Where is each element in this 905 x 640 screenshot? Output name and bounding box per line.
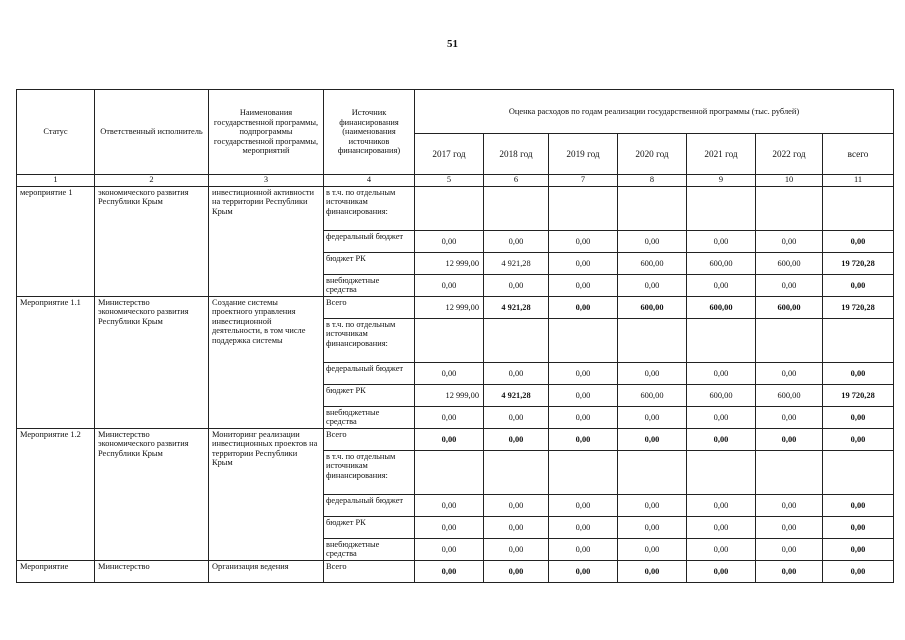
row-source: бюджет РК [324,253,415,275]
row-year-value: 0,00 [618,407,687,429]
row-year-value: 600,00 [687,385,756,407]
row-source: Всего [324,561,415,583]
row-year-value [687,187,756,231]
row-executor: Министерство [95,561,209,583]
row-year-value: 4 921,28 [484,385,549,407]
row-year-value: 0,00 [756,539,823,561]
column-number: 10 [756,175,823,187]
row-total-value: 0,00 [823,495,894,517]
row-year-value: 600,00 [618,297,687,319]
row-year-value: 0,00 [484,231,549,253]
row-year-value: 0,00 [756,495,823,517]
table-row [17,297,894,319]
row-year-value: 0,00 [549,429,618,451]
header-name: Наименования государственной программы, подпрограммы государственной программы, мероприятий [209,90,324,175]
row-year-value: 0,00 [549,407,618,429]
row-year-value [549,319,618,363]
row-year-value: 0,00 [687,561,756,583]
row-executor: Министерство экономического развития Республики Крым [95,429,209,561]
row-year-value: 12 999,00 [415,297,484,319]
row-source: в т.ч. по отдельным источникам финансирования: [324,319,415,363]
row-year-value: 0,00 [415,363,484,385]
row-year-value: 0,00 [415,231,484,253]
header-estimate: Оценка расходов по годам реализации государственной программы (тыс. рублей) [415,90,894,134]
row-total-value: 19 720,28 [823,253,894,275]
header-executor: Ответственный исполнитель [95,90,209,175]
row-total-value [823,187,894,231]
row-year-value [415,319,484,363]
row-executor: Министерство экономического развития Республики Крым [95,297,209,429]
row-year-value [618,187,687,231]
row-year-value: 0,00 [484,275,549,297]
row-status: мероприятие 1 [17,187,95,297]
row-total-value [823,319,894,363]
row-source: Всего [324,429,415,451]
row-year-value: 0,00 [618,495,687,517]
row-year-value: 0,00 [687,231,756,253]
row-year-value: 0,00 [756,231,823,253]
row-total-value: 19 720,28 [823,297,894,319]
row-year-value: 0,00 [415,495,484,517]
column-numbers-row [17,175,894,187]
row-year-value [484,319,549,363]
page-number: 51 [447,38,458,50]
row-year-value: 0,00 [549,517,618,539]
row-year-value: 0,00 [618,429,687,451]
row-year-value: 600,00 [756,385,823,407]
row-source: внебюджетные средства [324,539,415,561]
row-year-value [618,319,687,363]
column-number: 11 [823,175,894,187]
row-year-value: 0,00 [618,363,687,385]
row-year-value [415,451,484,495]
row-year-value: 0,00 [415,539,484,561]
row-year-value: 0,00 [549,363,618,385]
row-year-value [618,451,687,495]
column-number: 3 [209,175,324,187]
row-year-value [415,187,484,231]
header-year: 2020 год [618,134,687,175]
row-total-value: 0,00 [823,275,894,297]
row-year-value: 0,00 [687,539,756,561]
header-year: 2019 год [549,134,618,175]
row-year-value: 0,00 [687,275,756,297]
row-year-value: 0,00 [618,517,687,539]
row-year-value [687,451,756,495]
table-row [17,429,894,451]
budget-table [16,89,894,583]
header-year: 2018 год [484,134,549,175]
row-year-value: 0,00 [756,561,823,583]
row-source: внебюджетные средства [324,275,415,297]
row-name: Мониторинг реализации инвестиционных проектов на территории Республики Крым [209,429,324,561]
row-status: Мероприятие [17,561,95,583]
row-total-value: 19 720,28 [823,385,894,407]
row-year-value: 0,00 [549,561,618,583]
row-source: в т.ч. по отдельным источникам финансирования: [324,451,415,495]
row-total-value: 0,00 [823,407,894,429]
row-year-value: 0,00 [687,517,756,539]
header-year: 2017 год [415,134,484,175]
row-year-value [756,319,823,363]
column-number: 6 [484,175,549,187]
row-year-value [549,451,618,495]
row-year-value: 4 921,28 [484,253,549,275]
row-total-value: 0,00 [823,363,894,385]
row-source: федеральный бюджет [324,231,415,253]
row-source: Всего [324,297,415,319]
row-source: внебюджетные средства [324,407,415,429]
row-year-value: 600,00 [756,253,823,275]
column-number: 8 [618,175,687,187]
row-total-value: 0,00 [823,517,894,539]
row-year-value: 0,00 [549,231,618,253]
row-source: бюджет РК [324,385,415,407]
row-year-value [484,451,549,495]
header-source: Источник финансирования (наименования источников финансирования) [324,90,415,175]
row-year-value: 0,00 [618,539,687,561]
row-year-value: 0,00 [756,275,823,297]
table-row [17,561,894,583]
row-year-value: 0,00 [687,363,756,385]
row-year-value: 12 999,00 [415,385,484,407]
row-year-value: 12 999,00 [415,253,484,275]
row-name: инвестиционной активности на территории Республики Крым [209,187,324,297]
header-year: 2021 год [687,134,756,175]
row-source: бюджет РК [324,517,415,539]
column-number: 1 [17,175,95,187]
row-year-value: 0,00 [415,561,484,583]
row-year-value: 0,00 [618,275,687,297]
row-year-value: 0,00 [549,275,618,297]
table-body [17,187,894,583]
row-year-value: 600,00 [756,297,823,319]
row-source: федеральный бюджет [324,495,415,517]
row-source: в т.ч. по отдельным источникам финансирования: [324,187,415,231]
row-year-value: 0,00 [756,407,823,429]
row-year-value: 0,00 [687,429,756,451]
row-year-value: 0,00 [484,517,549,539]
row-year-value: 0,00 [484,539,549,561]
row-total-value [823,451,894,495]
table-row [17,187,894,231]
row-year-value: 0,00 [549,385,618,407]
row-year-value: 0,00 [484,407,549,429]
row-year-value [756,187,823,231]
row-year-value: 0,00 [687,495,756,517]
row-year-value: 0,00 [484,561,549,583]
row-year-value [687,319,756,363]
row-year-value: 0,00 [687,407,756,429]
row-year-value: 600,00 [687,253,756,275]
row-year-value: 4 921,28 [484,297,549,319]
row-year-value: 0,00 [484,429,549,451]
row-source: федеральный бюджет [324,363,415,385]
row-year-value: 0,00 [549,539,618,561]
row-year-value: 0,00 [618,561,687,583]
column-number: 7 [549,175,618,187]
row-year-value: 0,00 [415,429,484,451]
row-year-value [484,187,549,231]
row-total-value: 0,00 [823,231,894,253]
row-year-value: 0,00 [549,297,618,319]
row-year-value: 0,00 [756,517,823,539]
row-year-value: 600,00 [618,253,687,275]
row-total-value: 0,00 [823,561,894,583]
row-year-value: 0,00 [415,275,484,297]
row-year-value: 600,00 [618,385,687,407]
row-year-value: 0,00 [415,517,484,539]
row-total-value: 0,00 [823,539,894,561]
column-number: 9 [687,175,756,187]
row-total-value: 0,00 [823,429,894,451]
row-status: Мероприятие 1.1 [17,297,95,429]
row-name: Организация ведения [209,561,324,583]
row-year-value: 600,00 [687,297,756,319]
header-status: Статус [17,90,95,175]
row-year-value: 0,00 [549,253,618,275]
row-name: Создание системы проектного управления инвестиционной деятельности, в том числе поддержка системы [209,297,324,429]
row-year-value [756,451,823,495]
column-number: 2 [95,175,209,187]
column-number: 5 [415,175,484,187]
column-number: 4 [324,175,415,187]
header-year: 2022 год [756,134,823,175]
row-year-value: 0,00 [549,495,618,517]
header-total: всего [823,134,894,175]
row-year-value: 0,00 [415,407,484,429]
row-year-value: 0,00 [756,429,823,451]
row-executor: экономического развития Республики Крым [95,187,209,297]
row-year-value: 0,00 [484,363,549,385]
row-year-value: 0,00 [484,495,549,517]
row-year-value: 0,00 [618,231,687,253]
row-year-value: 0,00 [756,363,823,385]
row-year-value [549,187,618,231]
row-status: Мероприятие 1.2 [17,429,95,561]
